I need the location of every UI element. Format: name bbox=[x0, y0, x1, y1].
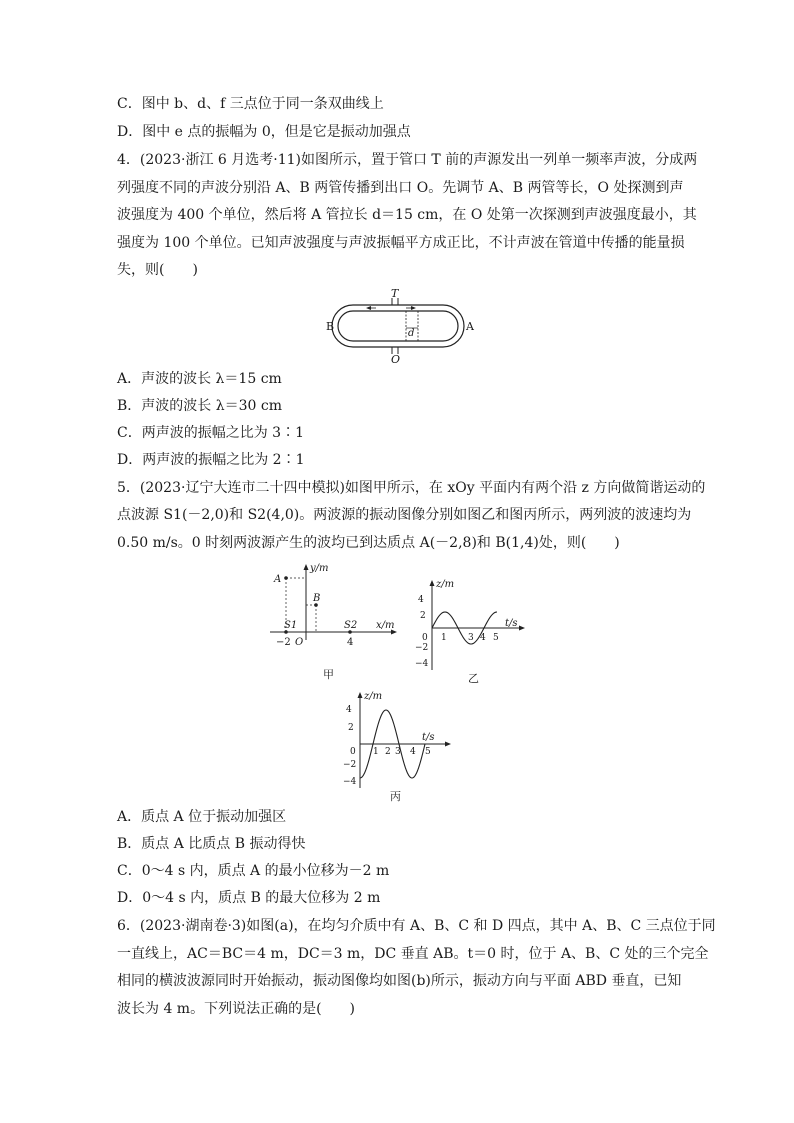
jia-label-s1: S1 bbox=[284, 620, 298, 631]
q4-stem-line-3: 波强度为 400 个单位，然后将 A 管拉长 d＝15 cm，在 O 处第一次探测到声波强度最小，其 bbox=[117, 207, 697, 223]
jia-xlabel: x/m bbox=[376, 620, 395, 631]
bing-ytick-4: 4 bbox=[346, 705, 352, 715]
bing-xtick-5: 5 bbox=[425, 747, 431, 757]
jia-y-arrow bbox=[304, 564, 309, 570]
jia-caption: 甲 bbox=[323, 668, 334, 681]
bing-xtick-2: 2 bbox=[385, 747, 391, 757]
q4-stem-line-4: 强度为 100 个单位。已知声波强度与声波振幅平方成正比，不计声波在管道中传播的能量损 bbox=[117, 235, 685, 251]
jia-tick-4: 4 bbox=[347, 637, 354, 648]
jia-tick-neg2: −2 bbox=[276, 637, 291, 648]
q5-stem-line-2: 点波源 S1(－2,0)和 S2(4,0)。两波源的振动图像分别如图乙和图丙所示，两列波的波速均为 bbox=[117, 507, 692, 523]
q5-fig-yi bbox=[412, 576, 527, 686]
q4-option-b: B．声波的波长 λ＝30 cm bbox=[117, 398, 282, 414]
q5-fig-bing bbox=[338, 688, 458, 804]
yi-xtick-1: 1 bbox=[441, 633, 447, 643]
bing-caption: 丙 bbox=[390, 790, 401, 803]
yi-ytick-0: 0 bbox=[422, 633, 428, 643]
q4-option-c: C．两声波的振幅之比为 3∶1 bbox=[117, 425, 304, 441]
bing-xtick-4: 4 bbox=[410, 747, 416, 757]
yi-xtick-5: 5 bbox=[493, 633, 499, 643]
tube-inner bbox=[338, 311, 458, 341]
bing-z-arrow bbox=[358, 692, 363, 698]
yi-ytick-neg2: −2 bbox=[415, 643, 429, 653]
bing-xtick-3: 3 bbox=[395, 747, 401, 757]
jia-label-a: A bbox=[274, 574, 282, 585]
q3-option-d: D．图中 e 点的振幅为 0，但是它是振动加强点 bbox=[117, 124, 411, 140]
yi-z-arrow bbox=[430, 580, 435, 586]
bing-ylabel: z/m bbox=[364, 691, 383, 702]
q6-stem-line-2: 一直线上，AC＝BC＝4 m，DC＝3 m，DC 垂直 AB。t＝0 时，位于 A、B、C 处的三个完全 bbox=[117, 946, 709, 962]
q4-tube-figure bbox=[318, 288, 478, 364]
wave-arrow-right-head bbox=[411, 306, 416, 310]
yi-ytick-neg4: −4 bbox=[415, 659, 429, 669]
q6-stem-line-3: 相同的横波波源同时开始振动，振动图像均如图(b)所示，振动方向与平面 ABD 垂直，已知 bbox=[117, 973, 682, 989]
bing-ytick-0: 0 bbox=[350, 747, 356, 757]
label-a: A bbox=[466, 320, 474, 333]
bing-ytick-neg2: −2 bbox=[343, 760, 357, 770]
q5-stem-line-1: 5．(2023·辽宁大连市二十四中模拟)如图甲所示，在 xOy 平面内有两个沿 z 方向做简谐运动的 bbox=[117, 480, 706, 496]
yi-ytick-4: 4 bbox=[418, 595, 424, 605]
yi-t-arrow bbox=[519, 626, 525, 631]
q5-option-d: D．0～4 s 内，质点 B 的最大位移为 2 m bbox=[117, 890, 381, 906]
jia-ylabel: y/m bbox=[310, 563, 329, 574]
label-d: d bbox=[408, 328, 415, 339]
q4-option-a: A．声波的波长 λ＝15 cm bbox=[117, 371, 282, 387]
label-o: O bbox=[391, 353, 401, 364]
yi-xlabel: t/s bbox=[505, 618, 518, 629]
yi-caption: 乙 bbox=[468, 672, 479, 685]
q4-stem-line-5: 失，则( ) bbox=[117, 262, 198, 278]
q4-stem-line-2: 列强度不同的声波分别沿 A、B 两管传播到出口 O。先调节 A、B 两管等长，O 处探测到声 bbox=[117, 180, 684, 196]
wave-arrow-left-head bbox=[366, 306, 371, 310]
q6-stem-line-4: 波长为 4 m。下列说法正确的是( ) bbox=[117, 1001, 356, 1017]
jia-label-o: O bbox=[295, 637, 304, 648]
q5-stem-line-3: 0.50 m/s。0 时刻两波源产生的波均已到达质点 A(－2,8)和 B(1,4)处，则( ) bbox=[117, 535, 620, 551]
bing-xtick-1: 1 bbox=[373, 747, 379, 757]
label-b: B bbox=[326, 320, 335, 333]
q5-fig-jia bbox=[262, 560, 402, 685]
yi-ytick-2: 2 bbox=[420, 611, 426, 621]
q5-option-b: B．质点 A 比质点 B 振动得快 bbox=[117, 836, 306, 852]
q6-stem-line-1: 6．(2023·湖南卷·3)如图(a)，在均匀介质中有 A、B、C 和 D 四点，其中 A、B、C 三点位于同 bbox=[117, 918, 716, 934]
q5-option-c: C．0～4 s 内，质点 A 的最小位移为－2 m bbox=[117, 863, 390, 879]
jia-label-s2: S2 bbox=[344, 620, 358, 631]
q4-option-d: D．两声波的振幅之比为 2∶1 bbox=[117, 452, 305, 468]
jia-label-b: B bbox=[313, 593, 321, 604]
bing-xlabel: t/s bbox=[422, 732, 435, 743]
yi-xtick-3: 3 bbox=[468, 633, 474, 643]
q3-option-c: C．图中 b、d、f 三点位于同一条双曲线上 bbox=[117, 96, 384, 112]
bing-t-arrow bbox=[445, 742, 451, 747]
yi-xtick-4: 4 bbox=[480, 633, 486, 643]
bing-ytick-2: 2 bbox=[348, 723, 354, 733]
q4-stem-line-1: 4．(2023·浙江 6 月选考·11)如图所示，置于管口 T 前的声源发出一列单一频率声波，分成两 bbox=[117, 152, 698, 168]
bing-ytick-neg4: −4 bbox=[343, 777, 357, 787]
yi-ylabel: z/m bbox=[436, 579, 455, 590]
label-t: T bbox=[391, 288, 399, 300]
q5-option-a: A．质点 A 位于振动加强区 bbox=[117, 809, 287, 825]
